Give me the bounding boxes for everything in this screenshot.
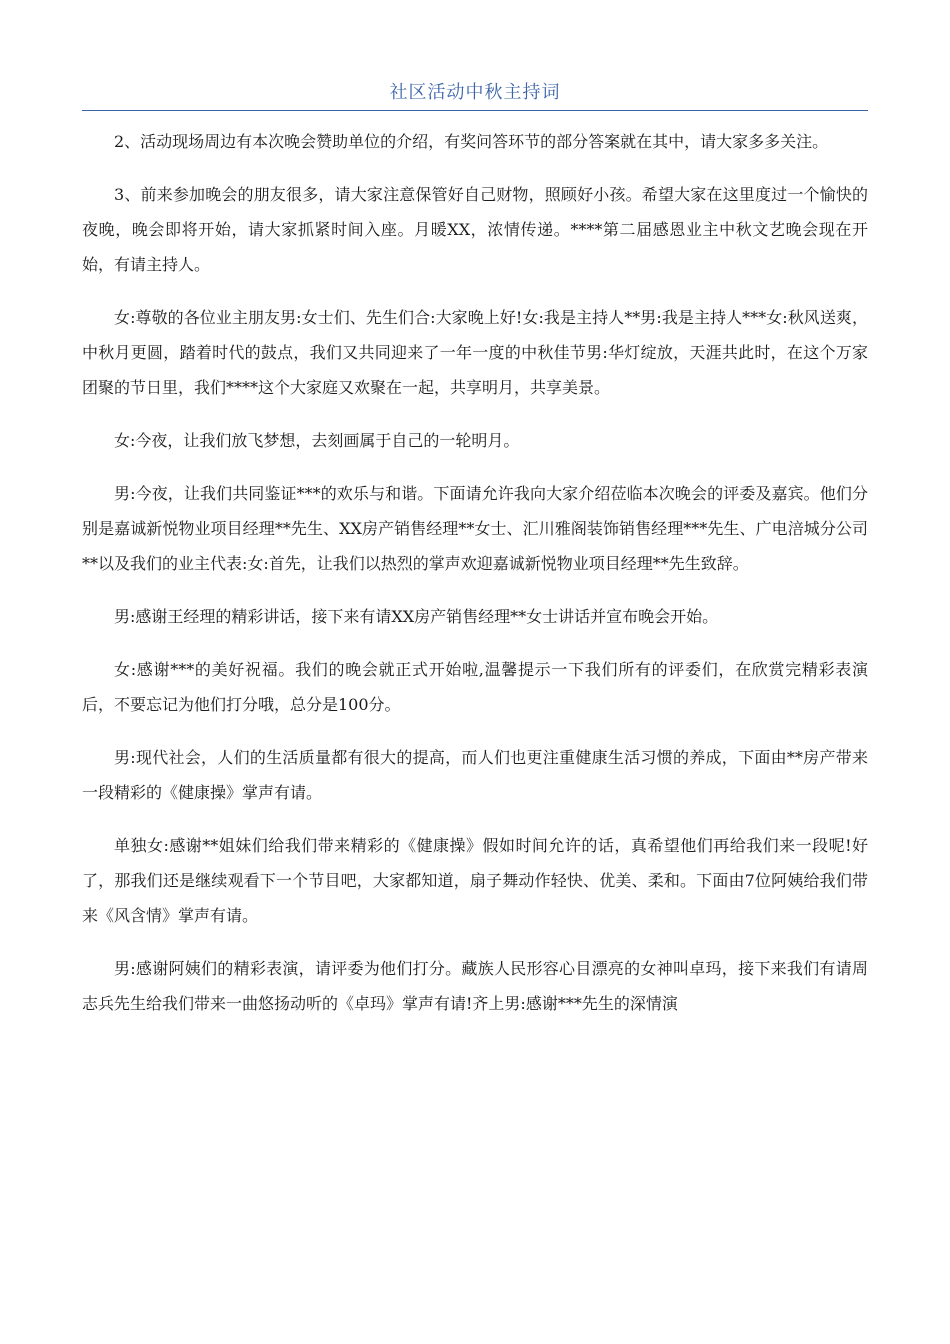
paragraph: 女:尊敬的各位业主朋友男:女士们、先生们合:大家晚上好!女:我是主持人**男:我是主持人***女:秋风送爽，中秋月更圆，踏着时代的鼓点，我们又共同迎来了一年一度的中秋佳节男:华灯绽放，天涯共此时，在这个万家团聚的节日里，我们****这个大家庭又欢聚在一起，共享明月，共享美景。 <box>82 308 868 397</box>
paragraph: 单独女:感谢**姐妹们给我们带来精彩的《健康操》假如时间允许的话，真希望他们再给我们来一段呢!好了，那我们还是继续观看下一个节目吧，大家都知道，扇子舞动作轻快、优美、柔和。下面由7位阿姨给我们带来《风含情》掌声有请。 <box>82 836 868 925</box>
paragraph: 2、活动现场周边有本次晚会赞助单位的介绍，有奖问答环节的部分答案就在其中，请大家多多关注。 <box>114 132 829 151</box>
paragraph: 男:感谢王经理的精彩讲话，接下来有请XX房产销售经理**女士讲话并宣布晚会开始。 <box>114 607 719 626</box>
paragraph: 女:感谢***的美好祝福。我们的晚会就正式开始啦,温馨提示一下我们所有的评委们，在欣赏完精彩表演后，不要忘记为他们打分哦，总分是100分。 <box>82 660 868 714</box>
paragraph: 男:现代社会，人们的生活质量都有很大的提高，而人们也更注重健康生活习惯的养成，下面由**房产带来一段精彩的《健康操》掌声有请。 <box>82 748 868 802</box>
paragraph: 男:感谢阿姨们的精彩表演，请评委为他们打分。藏族人民形容心目漂亮的女神叫卓玛，接下来我们有请周志兵先生给我们带来一曲悠扬动听的《卓玛》掌声有请!齐上男:感谢***先生的深情演 <box>82 959 868 1013</box>
paragraph: 男:今夜，让我们共同鉴证***的欢乐与和谐。下面请允许我向大家介绍莅临本次晚会的评委及嘉宾。他们分别是嘉诚新悦物业项目经理**先生、XX房产销售经理**女士、汇川雅阁装饰销售经理***先生、广电涪城分公司**以及我们的业主代表:女:首先，让我们以热烈的掌声欢迎嘉诚新悦物业项目经理**先生致辞。 <box>82 484 868 573</box>
page-header <box>82 76 868 111</box>
page-title: 社区活动中秋主持词 <box>389 82 561 103</box>
paragraph: 女:今夜，让我们放飞梦想，去刻画属于自己的一轮明月。 <box>114 431 520 450</box>
paragraph: 3、前来参加晚会的朋友很多，请大家注意保管好自己财物，照顾好小孩。希望大家在这里度过一个愉快的夜晚，晚会即将开始，请大家抓紧时间入座。月暖XX，浓情传递。****第二届感恩业主中秋文艺晚会现在开始，有请主持人。 <box>82 185 868 274</box>
document-body <box>82 124 868 1039</box>
